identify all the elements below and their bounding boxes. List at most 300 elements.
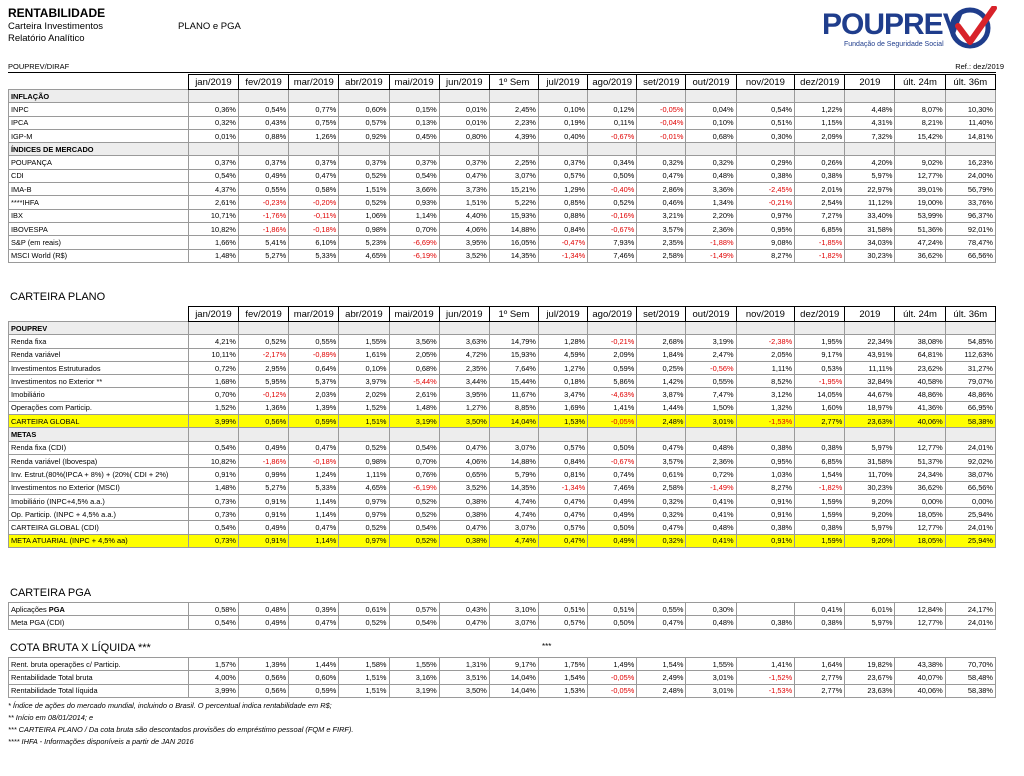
group-empty-cell bbox=[489, 428, 538, 441]
value-cell: 0,91% bbox=[736, 508, 795, 521]
table-row bbox=[9, 335, 996, 348]
value-cell: 1,32% bbox=[736, 401, 795, 414]
value-cell: 19,00% bbox=[895, 196, 945, 209]
value-cell: 0,00% bbox=[895, 494, 945, 507]
table-row bbox=[9, 401, 996, 414]
value-cell: 7,32% bbox=[845, 129, 895, 142]
value-cell: 6,01% bbox=[845, 603, 895, 616]
value-cell: 0,52% bbox=[339, 196, 389, 209]
value-cell: 43,91% bbox=[845, 348, 895, 361]
value-cell: 2,03% bbox=[289, 388, 339, 401]
row-label: Renda fixa bbox=[9, 335, 189, 348]
value-cell: -6,19% bbox=[389, 249, 439, 262]
value-cell: 1,59% bbox=[795, 494, 845, 507]
value-cell: 0,50% bbox=[588, 521, 637, 534]
group-empty-cell bbox=[289, 143, 339, 156]
value-cell: 2,09% bbox=[588, 348, 637, 361]
value-cell: 1,34% bbox=[686, 196, 736, 209]
column-header-row bbox=[9, 75, 996, 90]
group-empty-cell bbox=[239, 90, 289, 103]
value-cell: 1,95% bbox=[795, 335, 845, 348]
table-row bbox=[9, 468, 996, 481]
value-cell: 0,73% bbox=[188, 508, 238, 521]
value-cell: 0,52% bbox=[339, 616, 389, 629]
carteira-plano-table bbox=[8, 306, 996, 548]
value-cell: 0,98% bbox=[339, 222, 389, 235]
group-empty-cell bbox=[945, 143, 995, 156]
table-row bbox=[9, 209, 996, 222]
value-cell: 0,39% bbox=[289, 603, 339, 616]
value-cell: 0,75% bbox=[289, 116, 339, 129]
value-cell: 0,91% bbox=[239, 508, 289, 521]
value-cell: 0,38% bbox=[795, 616, 845, 629]
value-cell: 3,66% bbox=[389, 183, 439, 196]
value-cell: 0,25% bbox=[637, 361, 686, 374]
pouprev-logo bbox=[822, 8, 1002, 54]
group-empty-cell bbox=[289, 90, 339, 103]
value-cell: 0,13% bbox=[389, 116, 439, 129]
value-cell: 0,45% bbox=[389, 129, 439, 142]
value-cell: 2,58% bbox=[637, 249, 686, 262]
value-cell: -1,34% bbox=[539, 249, 588, 262]
value-cell: 10,82% bbox=[188, 454, 238, 467]
value-cell: 0,77% bbox=[289, 103, 339, 116]
value-cell: 3,56% bbox=[389, 335, 439, 348]
value-cell: 0,47% bbox=[289, 169, 339, 182]
value-cell: 11,11% bbox=[845, 361, 895, 374]
value-cell: 0,01% bbox=[439, 103, 489, 116]
value-cell: 48,86% bbox=[945, 388, 995, 401]
table-row bbox=[9, 521, 996, 534]
value-cell: 0,11% bbox=[588, 116, 637, 129]
footnote: * Índice de ações do mercado mundial, incluindo o Brasil. O percentual indica rentabilidade em R$; bbox=[8, 701, 332, 710]
cota-stars-marker: *** bbox=[542, 642, 552, 651]
value-cell: 10,71% bbox=[188, 209, 238, 222]
carteira-pga-table bbox=[8, 602, 996, 630]
value-cell: 0,01% bbox=[439, 116, 489, 129]
group-empty-cell bbox=[188, 143, 238, 156]
report-subtitle-2: Relatório Analítico bbox=[8, 33, 85, 44]
value-cell: 0,37% bbox=[439, 156, 489, 169]
value-cell: 0,60% bbox=[339, 103, 389, 116]
value-cell: 3,19% bbox=[389, 415, 439, 428]
group-row bbox=[9, 90, 996, 103]
value-cell: 0,32% bbox=[637, 534, 686, 547]
group-empty-cell bbox=[389, 428, 439, 441]
value-cell: 0,47% bbox=[637, 169, 686, 182]
value-cell: 0,64% bbox=[289, 361, 339, 374]
value-cell: 0,91% bbox=[736, 534, 795, 547]
group-empty-cell bbox=[389, 322, 439, 335]
value-cell: 3,36% bbox=[686, 183, 736, 196]
column-header: 2019 bbox=[845, 75, 895, 90]
value-cell: 3,50% bbox=[439, 684, 489, 697]
value-cell: -0,12% bbox=[239, 388, 289, 401]
value-cell: 3,44% bbox=[439, 375, 489, 388]
value-cell: 0,80% bbox=[439, 129, 489, 142]
value-cell: 1,64% bbox=[795, 658, 845, 671]
value-cell: 4,31% bbox=[845, 116, 895, 129]
value-cell: 0,70% bbox=[389, 454, 439, 467]
row-label: Renda fixa (CDI) bbox=[9, 441, 189, 454]
value-cell: 2,02% bbox=[339, 388, 389, 401]
value-cell: 1,39% bbox=[239, 658, 289, 671]
group-empty-cell bbox=[795, 322, 845, 335]
column-header: mai/2019 bbox=[389, 75, 439, 90]
group-empty-cell bbox=[945, 90, 995, 103]
value-cell: 2,48% bbox=[637, 415, 686, 428]
value-cell: 1,69% bbox=[539, 401, 588, 414]
value-cell: 1,44% bbox=[637, 401, 686, 414]
value-cell: -1,53% bbox=[736, 684, 795, 697]
value-cell: 3,87% bbox=[637, 388, 686, 401]
value-cell: 4,06% bbox=[439, 222, 489, 235]
value-cell: 0,49% bbox=[239, 169, 289, 182]
value-cell: 1,51% bbox=[339, 671, 389, 684]
column-header: mar/2019 bbox=[289, 307, 339, 322]
value-cell: 5,33% bbox=[289, 249, 339, 262]
group-empty-cell bbox=[845, 143, 895, 156]
value-cell: -1,82% bbox=[795, 249, 845, 262]
group-empty-cell bbox=[339, 428, 389, 441]
value-cell: 0,88% bbox=[539, 209, 588, 222]
group-empty-cell bbox=[289, 322, 339, 335]
group-empty-cell bbox=[188, 90, 238, 103]
value-cell: 0,61% bbox=[339, 603, 389, 616]
value-cell: 0,97% bbox=[339, 494, 389, 507]
value-cell: -0,67% bbox=[588, 222, 637, 235]
value-cell: 0,46% bbox=[637, 196, 686, 209]
value-cell: 0,61% bbox=[637, 468, 686, 481]
value-cell: 1,36% bbox=[239, 401, 289, 414]
value-cell: 2,61% bbox=[188, 196, 238, 209]
value-cell: 0,73% bbox=[188, 494, 238, 507]
value-cell: 70,70% bbox=[945, 658, 995, 671]
value-cell: 1,06% bbox=[339, 209, 389, 222]
value-cell: 3,07% bbox=[489, 616, 538, 629]
row-label: Renda variável (Ibovespa) bbox=[9, 454, 189, 467]
value-cell: 2,05% bbox=[736, 348, 795, 361]
value-cell: 1,59% bbox=[795, 534, 845, 547]
value-cell: 1,51% bbox=[339, 183, 389, 196]
value-cell: 0,37% bbox=[289, 156, 339, 169]
group-empty-cell bbox=[489, 143, 538, 156]
logo-text: POUPREV bbox=[822, 8, 962, 41]
value-cell: 66,56% bbox=[945, 249, 995, 262]
value-cell: 7,64% bbox=[489, 361, 538, 374]
value-cell: 0,74% bbox=[588, 468, 637, 481]
value-cell: 56,79% bbox=[945, 183, 995, 196]
value-cell: 12,77% bbox=[895, 616, 945, 629]
group-empty-cell bbox=[637, 428, 686, 441]
value-cell: 9,20% bbox=[845, 508, 895, 521]
value-cell: 3,47% bbox=[539, 388, 588, 401]
value-cell: -1,53% bbox=[736, 415, 795, 428]
value-cell: -0,05% bbox=[588, 415, 637, 428]
value-cell: 2,09% bbox=[795, 129, 845, 142]
value-cell: 2,49% bbox=[637, 671, 686, 684]
value-cell: 0,10% bbox=[539, 103, 588, 116]
value-cell: 0,38% bbox=[795, 169, 845, 182]
table-row bbox=[9, 684, 996, 697]
value-cell: 0,50% bbox=[588, 616, 637, 629]
table-row bbox=[9, 671, 996, 684]
value-cell: 0,47% bbox=[439, 616, 489, 629]
value-cell: 39,01% bbox=[895, 183, 945, 196]
value-cell: 2,95% bbox=[239, 361, 289, 374]
value-cell: 34,03% bbox=[845, 236, 895, 249]
group-empty-cell bbox=[895, 143, 945, 156]
value-cell: 5,97% bbox=[845, 616, 895, 629]
value-cell: 33,76% bbox=[945, 196, 995, 209]
value-cell: 1,59% bbox=[795, 508, 845, 521]
value-cell: 3,51% bbox=[439, 671, 489, 684]
value-cell: 10,82% bbox=[188, 222, 238, 235]
value-cell: 22,34% bbox=[845, 335, 895, 348]
value-cell: 0,52% bbox=[339, 521, 389, 534]
value-cell: 25,94% bbox=[945, 508, 995, 521]
value-cell: -1,86% bbox=[239, 222, 289, 235]
row-label: Investimentos Estruturados bbox=[9, 361, 189, 374]
value-cell: 0,52% bbox=[588, 196, 637, 209]
value-cell: 0,34% bbox=[588, 156, 637, 169]
value-cell: 0,56% bbox=[239, 684, 289, 697]
row-label-bold: PGA bbox=[48, 604, 65, 614]
group-empty-cell bbox=[339, 143, 389, 156]
value-cell: 40,07% bbox=[895, 671, 945, 684]
value-cell: 1,39% bbox=[289, 401, 339, 414]
value-cell: 0,15% bbox=[389, 103, 439, 116]
value-cell: 0,37% bbox=[539, 156, 588, 169]
value-cell: -0,21% bbox=[736, 196, 795, 209]
value-cell: 25,94% bbox=[945, 534, 995, 547]
value-cell: 3,95% bbox=[439, 388, 489, 401]
value-cell: 3,73% bbox=[439, 183, 489, 196]
value-cell: 2,35% bbox=[439, 361, 489, 374]
table-row bbox=[9, 508, 996, 521]
value-cell: 0,52% bbox=[339, 169, 389, 182]
row-label: CARTEIRA GLOBAL (CDI) bbox=[9, 521, 189, 534]
column-header: jan/2019 bbox=[188, 75, 238, 90]
value-cell: 4,00% bbox=[188, 671, 238, 684]
header-blank bbox=[9, 307, 189, 322]
value-cell: 3,99% bbox=[188, 415, 238, 428]
column-header: nov/2019 bbox=[736, 307, 795, 322]
value-cell: 0,49% bbox=[588, 494, 637, 507]
value-cell: 0,41% bbox=[795, 603, 845, 616]
group-empty-cell bbox=[439, 322, 489, 335]
group-empty-cell bbox=[289, 428, 339, 441]
value-cell: 24,01% bbox=[945, 521, 995, 534]
group-empty-cell bbox=[489, 322, 538, 335]
value-cell: 9,17% bbox=[489, 658, 538, 671]
table-row bbox=[9, 481, 996, 494]
value-cell: 4,74% bbox=[489, 534, 538, 547]
value-cell: 1,53% bbox=[539, 684, 588, 697]
value-cell: 0,92% bbox=[339, 129, 389, 142]
value-cell: 4,74% bbox=[489, 494, 538, 507]
value-cell: 47,24% bbox=[895, 236, 945, 249]
value-cell: 1,26% bbox=[289, 129, 339, 142]
group-empty-cell bbox=[588, 322, 637, 335]
value-cell: 4,59% bbox=[539, 348, 588, 361]
value-cell: -2,17% bbox=[239, 348, 289, 361]
value-cell: 1,14% bbox=[289, 508, 339, 521]
value-cell: 0,55% bbox=[637, 603, 686, 616]
value-cell: 1,14% bbox=[289, 494, 339, 507]
value-cell: 14,35% bbox=[489, 481, 538, 494]
value-cell: 0,37% bbox=[389, 156, 439, 169]
value-cell: 0,32% bbox=[637, 508, 686, 521]
value-cell: 1,41% bbox=[736, 658, 795, 671]
value-cell: -1,34% bbox=[539, 481, 588, 494]
column-header: out/2019 bbox=[686, 307, 736, 322]
column-header: nov/2019 bbox=[736, 75, 795, 90]
value-cell: 12,77% bbox=[895, 441, 945, 454]
value-cell: -0,23% bbox=[239, 196, 289, 209]
value-cell: 1,68% bbox=[188, 375, 238, 388]
value-cell: 1,51% bbox=[339, 415, 389, 428]
value-cell: 1,11% bbox=[339, 468, 389, 481]
value-cell: 1,11% bbox=[736, 361, 795, 374]
value-cell: 3,01% bbox=[686, 671, 736, 684]
value-cell: 3,01% bbox=[686, 415, 736, 428]
value-cell: 16,05% bbox=[489, 236, 538, 249]
value-cell: 11,40% bbox=[945, 116, 995, 129]
value-cell: 0,95% bbox=[736, 222, 795, 235]
value-cell: 7,46% bbox=[588, 249, 637, 262]
value-cell: -0,21% bbox=[588, 335, 637, 348]
value-cell: 1,61% bbox=[339, 348, 389, 361]
value-cell: 0,37% bbox=[339, 156, 389, 169]
value-cell: 0,48% bbox=[686, 521, 736, 534]
footnote: **** IHFA - Informações disponíveis a partir de JAN 2016 bbox=[8, 737, 194, 746]
value-cell: -0,47% bbox=[539, 236, 588, 249]
value-cell: 8,07% bbox=[895, 103, 945, 116]
value-cell: 8,27% bbox=[736, 481, 795, 494]
value-cell: -2,38% bbox=[736, 335, 795, 348]
value-cell: -0,05% bbox=[588, 684, 637, 697]
value-cell: 0,54% bbox=[188, 616, 238, 629]
value-cell: -1,95% bbox=[795, 375, 845, 388]
value-cell: 2,01% bbox=[795, 183, 845, 196]
value-cell: 0,01% bbox=[188, 129, 238, 142]
value-cell: 3,99% bbox=[188, 684, 238, 697]
value-cell: 4,20% bbox=[845, 156, 895, 169]
group-empty-cell bbox=[686, 90, 736, 103]
value-cell: 0,97% bbox=[736, 209, 795, 222]
value-cell: 1,51% bbox=[339, 684, 389, 697]
column-header: fev/2019 bbox=[239, 307, 289, 322]
value-cell: 14,04% bbox=[489, 671, 538, 684]
column-header: ago/2019 bbox=[588, 307, 637, 322]
value-cell: 15,93% bbox=[489, 209, 538, 222]
section-title-pga: CARTEIRA PGA bbox=[10, 587, 92, 599]
value-cell: 0,52% bbox=[389, 534, 439, 547]
value-cell: 16,23% bbox=[945, 156, 995, 169]
value-cell: 0,51% bbox=[539, 603, 588, 616]
group-empty-cell bbox=[736, 90, 795, 103]
value-cell: 0,97% bbox=[339, 508, 389, 521]
value-cell: 0,32% bbox=[188, 116, 238, 129]
value-cell: -0,40% bbox=[588, 183, 637, 196]
value-cell: 3,50% bbox=[439, 415, 489, 428]
value-cell: 8,52% bbox=[736, 375, 795, 388]
value-cell: 0,52% bbox=[389, 494, 439, 507]
column-header: set/2019 bbox=[637, 75, 686, 90]
value-cell: 51,37% bbox=[895, 454, 945, 467]
group-empty-cell bbox=[539, 90, 588, 103]
value-cell: 3,57% bbox=[637, 454, 686, 467]
value-cell: 0,38% bbox=[795, 521, 845, 534]
group-empty-cell bbox=[686, 428, 736, 441]
value-cell: 0,49% bbox=[588, 534, 637, 547]
value-cell: 5,97% bbox=[845, 441, 895, 454]
value-cell: 0,51% bbox=[588, 603, 637, 616]
value-cell: 0,57% bbox=[539, 616, 588, 629]
value-cell: 92,02% bbox=[945, 454, 995, 467]
group-empty-cell bbox=[188, 428, 238, 441]
value-cell: 2,20% bbox=[686, 209, 736, 222]
column-header: dez/2019 bbox=[795, 75, 845, 90]
value-cell: 4,21% bbox=[188, 335, 238, 348]
value-cell: 3,07% bbox=[489, 521, 538, 534]
column-header: abr/2019 bbox=[339, 307, 389, 322]
value-cell: 1,29% bbox=[539, 183, 588, 196]
group-row bbox=[9, 143, 996, 156]
group-empty-cell bbox=[239, 143, 289, 156]
row-label: IBX bbox=[9, 209, 189, 222]
value-cell: 1,66% bbox=[188, 236, 238, 249]
row-label: Rentabilidade Total líquida bbox=[9, 684, 189, 697]
value-cell: 3,01% bbox=[686, 684, 736, 697]
group-empty-cell bbox=[845, 90, 895, 103]
value-cell: 0,47% bbox=[439, 521, 489, 534]
value-cell: 58,48% bbox=[945, 671, 995, 684]
row-label: Operações com Particip. bbox=[9, 401, 189, 414]
value-cell: 0,48% bbox=[686, 441, 736, 454]
row-label: Rent. bruta operações c/ Particip. bbox=[9, 658, 189, 671]
group-empty-cell bbox=[389, 90, 439, 103]
value-cell: 0,91% bbox=[239, 494, 289, 507]
value-cell: 0,38% bbox=[736, 169, 795, 182]
group-empty-cell bbox=[686, 143, 736, 156]
value-cell: 0,53% bbox=[795, 361, 845, 374]
value-cell: 1,03% bbox=[736, 468, 795, 481]
value-cell: 9,20% bbox=[845, 494, 895, 507]
value-cell: 0,49% bbox=[239, 441, 289, 454]
value-cell: -5,44% bbox=[389, 375, 439, 388]
value-cell: 0,48% bbox=[239, 603, 289, 616]
row-label-text: Meta PGA (CDI) bbox=[11, 617, 65, 627]
footnote: *** CARTEIRA PLANO / Da cota bruta são descontados provisões do empréstimo pessoal (FQM e FIRF). bbox=[8, 725, 354, 734]
report-subtitle: Carteira Investimentos bbox=[8, 21, 104, 32]
column-header: últ. 24m bbox=[895, 75, 945, 90]
value-cell: 1,54% bbox=[539, 671, 588, 684]
value-cell: 15,42% bbox=[895, 129, 945, 142]
value-cell: 48,86% bbox=[895, 388, 945, 401]
report-title: RENTABILIDADE bbox=[8, 6, 106, 20]
section-title-cota: COTA BRUTA X LÍQUIDA *** bbox=[10, 642, 151, 654]
value-cell: 0,59% bbox=[289, 415, 339, 428]
value-cell: 2,05% bbox=[389, 348, 439, 361]
value-cell: 15,44% bbox=[489, 375, 538, 388]
value-cell: 2,61% bbox=[389, 388, 439, 401]
value-cell: 0,19% bbox=[539, 116, 588, 129]
value-cell: 3,16% bbox=[389, 671, 439, 684]
group-empty-cell bbox=[686, 322, 736, 335]
logo-check-icon bbox=[948, 6, 998, 50]
